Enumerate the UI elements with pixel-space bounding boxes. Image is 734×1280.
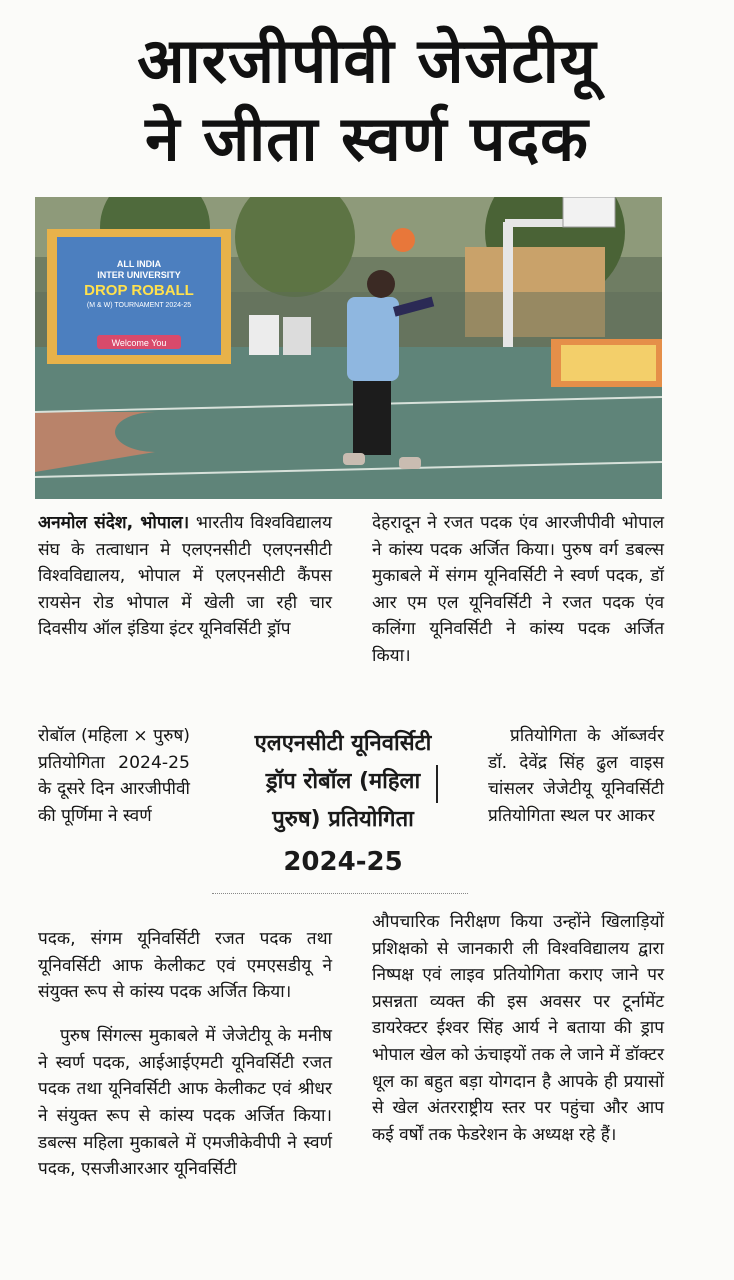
pull-quote-year: 2024-25 [283,847,403,877]
photo-illustration [35,197,662,499]
banner-line-2: INTER UNIVERSITY [97,270,181,280]
headline-line-2: ने जीता स्वर्ण पदक [145,102,589,175]
banner-line-4: (M & W) TOURNAMENT 2024-25 [86,302,192,309]
headline [0,22,734,178]
pull-quote-rule [212,893,468,894]
banner-line-1: ALL INDIA [116,259,162,269]
pull-quote-line-3: पुरुष) प्रतियोगिता [272,807,414,832]
pull-quote-divider [436,765,438,803]
pull-quote-line-1: एलएनसीटी यूनिवर्सिटी [254,731,432,756]
article-column-1-narrow: रोबॉल (महिला × पुरुष) प्रतियोगिता 2024-25 के दूसरे दिन आरजीपीवी की पूर्णिमा ने स्वर्ण [38,726,190,826]
paragraph: पदक, संगम यूनिवर्सिटी रजत पदक तथा यूनिवर्सिटी आफ केलीकट एवं एमएसडीयू ने संयुक्त रूप से कांस्य पदक अर्जित किया। [38,929,332,1003]
article-text: भारतीय विश्वविद्यालय संघ के तत्वाधान मे एलएनसीटी एलएनसीटी विश्वविद्यालय, भोपाल में एलएनसीटी कैंपस रायसेन रोड भोपाल में खेली जा रही चार दिवसीय ऑल इंडिया इंटर यूनिवर्सिटी ड्रॉप [38,513,333,640]
article-column-2-narrow: प्रतियोगिता के ऑब्जर्वर डॉ. देवेंद्र सिंह ढुल वाइस चांसलर जेजेटीयू यूनिवर्सिटी प्रतियोगिता स्थल पर आकर [488,726,664,826]
pull-quote [212,725,474,881]
pull-quote-line-2: ड्रॉप रोबॉल (महिला [265,769,421,794]
banner-footer: Welcome You [111,338,167,348]
article-column-1-bottom [38,909,332,1200]
article-column-2-top [372,510,664,670]
article-column-1-top [38,510,332,643]
news-photo [35,197,662,499]
headline-line-1: आरजीपीवी जेजेटीयू [137,24,597,97]
banner-line-3: DROP ROBALL [84,282,194,299]
paragraph: पुरुष सिंगल्स मुकाबले में जेजेटीयू के मनीष ने स्वर्ण पदक, आईआईएमटी यूनिवर्सिटी रजत पदक तथा यूनिवर्सिटी आफ केलीकट एवं श्रीधर ने संयुक्त रूप से कांस्य पदक अर्जित किया। डबल्स महिला मुकाबले में एमजीकेवीपी ने स्वर्ण पदक, एसजीआरआर यूनिवर्सिटी [38,1026,332,1180]
article-column-2-bottom: औपचारिक निरीक्षण किया उन्होंने खिलाड़ियों प्रशिक्षको से जानकारी ली विश्वविद्यालय द्वारा निष्पक्ष एवं लाइव प्रतियोगिता कराए जाने पर प्रसन्नता व्यक्त की इस अवसर पर टूर्नामेंट डायरेक्टर ईश्वर सिंह आर्य ने बताया की ड्राप भोपाल खेल को ऊंचाइयों तक ले जाने में डॉक्टर धूल का बहुत बड़ा योगदान है आपके ही प्रयासों से खेल अंतरराष्ट्रीय स्तर पर पहुंचा और आप कई वर्षों तक फेडरेशन के अध्यक्ष रहे हैं। [372,912,664,1145]
paragraph: देहरादून ने रजत पदक एंव आरजीपीवी भोपाल ने कांस्य पदक अर्जित किया। पुरुष वर्ग डबल्स मुकाबले में संगम यूनिवर्सिटी ने स्वर्ण पदक, डॉ आर एम एल यूनिवर्सिटी ने रजत पदक एंव कलिंगा यूनिवर्सिटी ने कांस्य पदक अर्जित किया। [372,513,664,666]
dateline: अनमोल संदेश, भोपाल। [38,513,190,533]
